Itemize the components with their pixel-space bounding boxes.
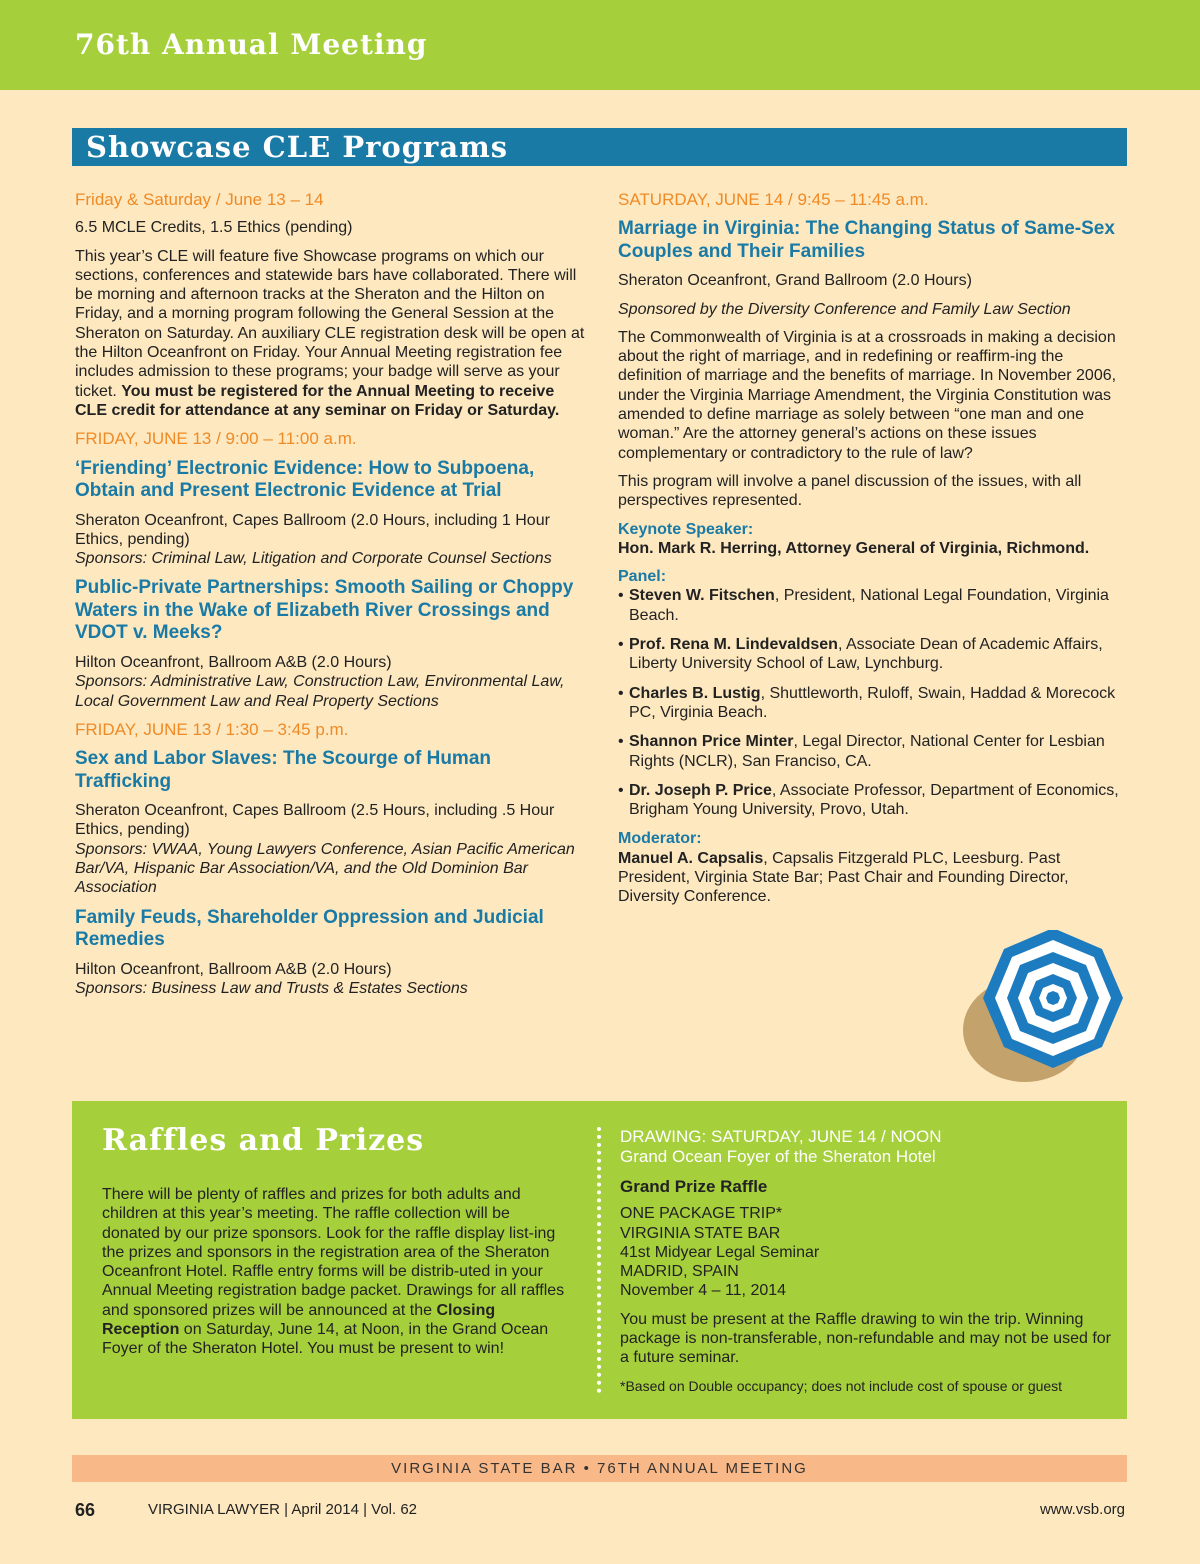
beach-umbrella-icon: [955, 930, 1130, 1090]
program-location: Sheraton Oceanfront, Grand Ballroom (2.0 Hours): [618, 272, 972, 290]
program-sponsors: Sponsors: Criminal Law, Litigation and Corporate Counsel Sections: [75, 550, 552, 568]
program-location: Sheraton Oceanfront, Capes Ballroom (2.5 Hours, including .5 Hour Ethics, pending): [75, 802, 555, 839]
session-heading: SATURDAY, JUNE 14 / 9:45 – 11:45 a.m.: [618, 190, 929, 209]
drawing-heading: DRAWING: SATURDAY, JUNE 14 / NOON Grand Ocean Foyer of the Sheraton Hotel: [620, 1127, 942, 1166]
grand-prize-heading: Grand Prize Raffle: [620, 1177, 768, 1196]
keynote-speaker: Hon. Mark R. Herring, Attorney General of Virginia, Richmond.: [618, 539, 1090, 557]
program-description: The Commonwealth of Virginia is at a crossroads in making a decision about the right of marriage, and in redefining or reaffirm-ing the definition of marriage and the benefits of marriage. In November 2006, under the Virginia Marriage Amendment, the Virginia Constitution was amended to define marriage as solely between “one man and one woman.” Are the attorney general’s actions on these issues complementary or contradictory to the rule of law?: [618, 328, 1117, 462]
program-title: Marriage in Virginia: The Changing Status of Same-Sex Couples and Their Families: [618, 218, 1115, 262]
prize-details: ONE PACKAGE TRIP* VIRGINIA STATE BAR 41st Midyear Legal Seminar MADRID, SPAIN November 4 – 11, 2014: [620, 1205, 820, 1300]
moderator: Manuel A. Capsalis, Capsalis Fitzgerald PLC, Leesburg. Past President, Virginia State Bar; Past Chair and Founding Director, Diversity Conference.: [618, 849, 1069, 906]
program-title: Public-Private Partnerships: Smooth Sailing or Choppy Waters in the Wake of Elizabeth River Crossings and VDOT v. Meeks?: [75, 577, 574, 644]
raffle-details: [620, 1127, 1115, 1396]
panel-member: • Dr. Joseph P. Price, Associate Professor, Department of Economics, Brigham Young University, Provo, Utah.: [618, 781, 1119, 819]
intro-date: Friday & Saturday / June 13 – 14: [75, 190, 324, 209]
program-title: ‘Friending’ Electronic Evidence: How to Subpoena, Obtain and Present Electronic Evidence at Trial: [75, 457, 535, 502]
program-title: Family Feuds, Shareholder Oppression and Judicial Remedies: [75, 906, 544, 951]
section-bar: [72, 128, 1127, 166]
program-sponsors: Sponsors: Business Law and Trusts & Estates Sections: [75, 979, 468, 997]
footer-band: VIRGINIA STATE BAR • 76TH ANNUAL MEETING: [72, 1455, 1127, 1482]
panel-member: • Steven W. Fitschen, President, National Legal Foundation, Virginia Beach.: [618, 587, 1109, 624]
raffle-text: There will be plenty of raffles and prizes for both adults and children at this year’s meeting. The raffle collection will be donated by our prize sponsors. Look for the raffle display list-ing the prizes and sponsors in the registration area of the Sheraton Oceanfront Hotel. Raffle entry forms will be distrib-uted in your Annual Meeting registration badge packet. Drawings for all raffles and sponsored prizes will be announced at the Closing Reception on Saturday, June 14, at Noon, in the Grand Ocean Foyer of the Sheraton Hotel. You must be present to win!: [102, 1186, 565, 1358]
session-heading: FRIDAY, JUNE 13 / 1:30 – 3:45 p.m.: [75, 719, 349, 739]
panel-member: • Charles B. Lustig, Shuttleworth, Ruloff, Swain, Haddad & Morecock PC, Virginia Beach.: [618, 684, 1116, 721]
program-location: Hilton Oceanfront, Ballroom A&B (2.0 Hours): [75, 653, 392, 671]
program-location: Hilton Oceanfront, Ballroom A&B (2.0 Hours): [75, 960, 392, 978]
raffle-rules: You must be present at the Raffle drawing to win the trip. Winning package is non-transferable, non-refundable and may not be used for a future seminar.: [620, 1310, 1111, 1367]
right-column: [618, 190, 1123, 916]
header-band: [0, 0, 1200, 90]
magazine-info: VIRGINIA LAWYER | April 2014 | Vol. 62: [148, 1501, 418, 1518]
panel-member: • Prof. Rena M. Lindevaldsen, Associate Dean of Academic Affairs, Liberty University School of Law, Lynchburg.: [618, 636, 1103, 673]
keynote-label: Keynote Speaker:: [618, 520, 754, 538]
panel-member: • Shannon Price Minter, Legal Director, National Center for Lesbian Rights (NCLR), San Franciso, CA.: [618, 733, 1105, 770]
panel-label: Panel:: [618, 568, 667, 586]
program-title: Sex and Labor Slaves: The Scourge of Human Trafficking: [75, 748, 491, 792]
left-column: [75, 190, 585, 1007]
intro-text: This year’s CLE will feature five Showcase programs on which our sections, conferences and statewide bars have collaborated. There will be morning and afternoon tracks at the Sheraton and the Hilton on Friday, and a morning program following the General Session at the Sheraton on Saturday. An auxiliary CLE registration desk will be open at the Hilton Oceanfront on Friday. Your Annual Meeting registration fee includes admission to these programs; your badge will serve as your ticket. You must be registered for the Annual Meeting to receive CLE credit for attendance at any seminar on Friday or Saturday.: [75, 247, 585, 419]
raffle-box: [72, 1101, 1127, 1419]
credits: 6.5 MCLE Credits, 1.5 Ethics (pending): [75, 219, 353, 237]
page-number: 66: [75, 1500, 96, 1520]
program-description: This program will involve a panel discussion of the issues, with all perspectives represented.: [618, 472, 1082, 510]
raffle-footnote: *Based on Double occupancy; does not include cost of spouse or guest: [620, 1377, 1063, 1394]
website-link[interactable]: www.vsb.org: [1039, 1501, 1125, 1518]
program-sponsors: Sponsors: VWAA, Young Lawyers Conference, Asian Pacific American Bar/VA, Hispanic Bar Association/VA, and the Old Dominion Bar Association: [75, 840, 575, 897]
program-sponsors: Sponsored by the Diversity Conference and Family Law Section: [618, 300, 1071, 318]
raffle-title: Raffles and Prizes: [102, 1123, 425, 1158]
section-title: Showcase CLE Programs: [86, 130, 509, 164]
session-heading: FRIDAY, JUNE 13 / 9:00 – 11:00 a.m.: [75, 429, 357, 449]
panel-list: [618, 586, 1123, 819]
program-sponsors: Sponsors: Administrative Law, Construction Law, Environmental Law, Local Government Law and Real Property Sections: [75, 673, 565, 710]
header-title: 76th Annual Meeting: [75, 28, 428, 61]
moderator-label: Moderator:: [618, 830, 702, 848]
program-location: Sheraton Oceanfront, Capes Ballroom (2.0 Hours, including 1 Hour Ethics, pending): [75, 511, 550, 548]
dotted-divider: [597, 1127, 601, 1393]
